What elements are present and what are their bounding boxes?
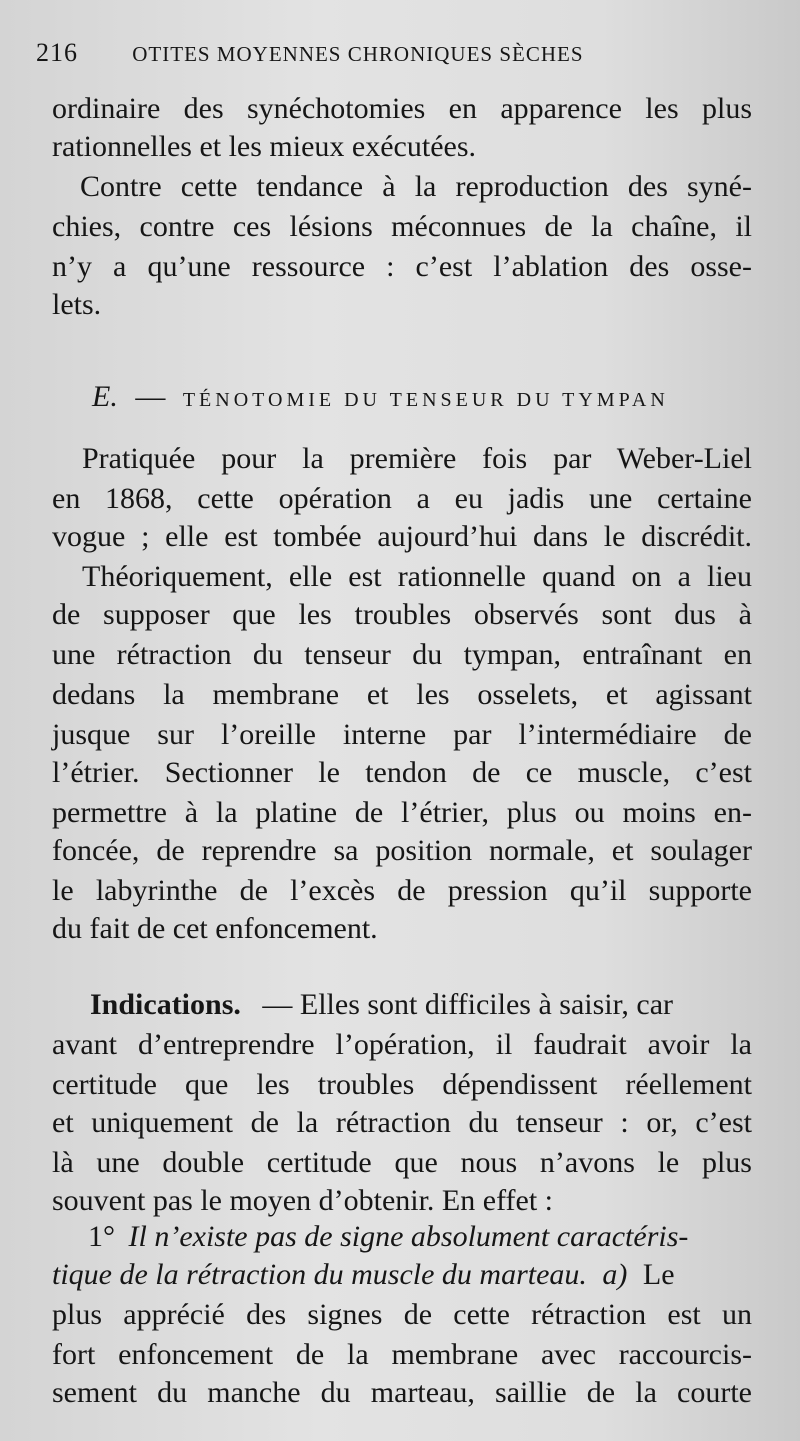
text-line: Pratiquée pour la première fois par Weber-Liel [82,442,752,475]
text-line-mixed [52,1256,752,1294]
italic-text: tique de la rétraction du muscle du marteau. [52,1258,587,1291]
running-header [36,34,636,73]
text-line: souvent pas le moyen d’obtenir. En effet : [52,1184,553,1217]
text-line: Contre cette tendance à la reproduction des syné- [80,170,752,203]
section-dash: — [135,380,166,413]
section-heading [92,378,732,419]
text-line: en 1868, cette opération a eu jadis une certaine [52,482,752,515]
text-line: foncée, de reprendre sa position normale, et soulager [52,834,752,867]
text-line: une rétraction du tenseur du tympan, entraînant en [52,638,752,671]
text-line: rationnelles et les mieux exécutées. [52,130,476,163]
text-line-numbered [88,1218,752,1256]
text-line: dedans la membrane et les osselets, et agissant [52,678,752,711]
page-number: 216 [36,38,78,67]
text-line: ordinaire des synéchotomies en apparence les plus [52,92,752,125]
section-letter: E. [92,380,118,413]
italic-text: Il n’existe pas de signe absolument caractéris- [128,1220,689,1253]
text-line: du fait de cet enfoncement. [52,912,378,945]
text-line: jusque sur l’oreille interne par l’intermédiaire de [52,718,752,751]
text-line: chies, contre ces lésions méconnues de la chaîne, il [52,210,752,243]
text-line: vogue ; elle est tombée aujourd’hui dans le discrédit. [52,520,752,553]
text-line: le labyrinthe de l’excès de pression qu’il supporte [52,874,752,907]
text-line: n’y a qu’une ressource : c’est l’ablation des osse- [52,250,752,283]
text-line: permettre à la platine de l’étrier, plus ou moins en- [52,796,752,829]
text-line: sement du manche du marteau, saillie de la courte [52,1376,752,1409]
text-line: avant d’entreprendre l’opération, il faudrait avoir la [52,1028,752,1061]
indications-text: — Elles sont difficiles à saisir, car [262,988,674,1021]
text-line: certitude que les troubles dépendissent réellement [52,1068,752,1101]
section-title: TÉNOTOMIE DU TENSEUR DU TYMPAN [182,389,669,411]
running-title: OTITES MOYENNES CHRONIQUES SÈCHES [132,42,584,66]
text-line: Théoriquement, elle est rationnelle quand on a lieu [82,560,752,593]
list-marker: a) [602,1258,628,1291]
text-line: lets. [52,288,102,321]
text-line: de supposer que les troubles observés sont dus à [52,598,752,631]
indications-line [90,986,752,1024]
indications-heading: Indications. [90,988,241,1021]
text-line: plus apprécié des signes de cette rétraction est un [52,1298,752,1331]
text-line: fort enfoncement de la membrane avec raccourcis- [52,1338,752,1371]
text-fragment: Le [642,1258,675,1291]
text-line: et uniquement de la rétraction du tenseur : or, c’est [52,1106,752,1139]
text-line: l’étrier. Sectionner le tendon de ce muscle, c’est [52,756,752,789]
text-line: là une double certitude que nous n’avons le plus [52,1146,752,1179]
item-number: 1° [88,1220,115,1253]
